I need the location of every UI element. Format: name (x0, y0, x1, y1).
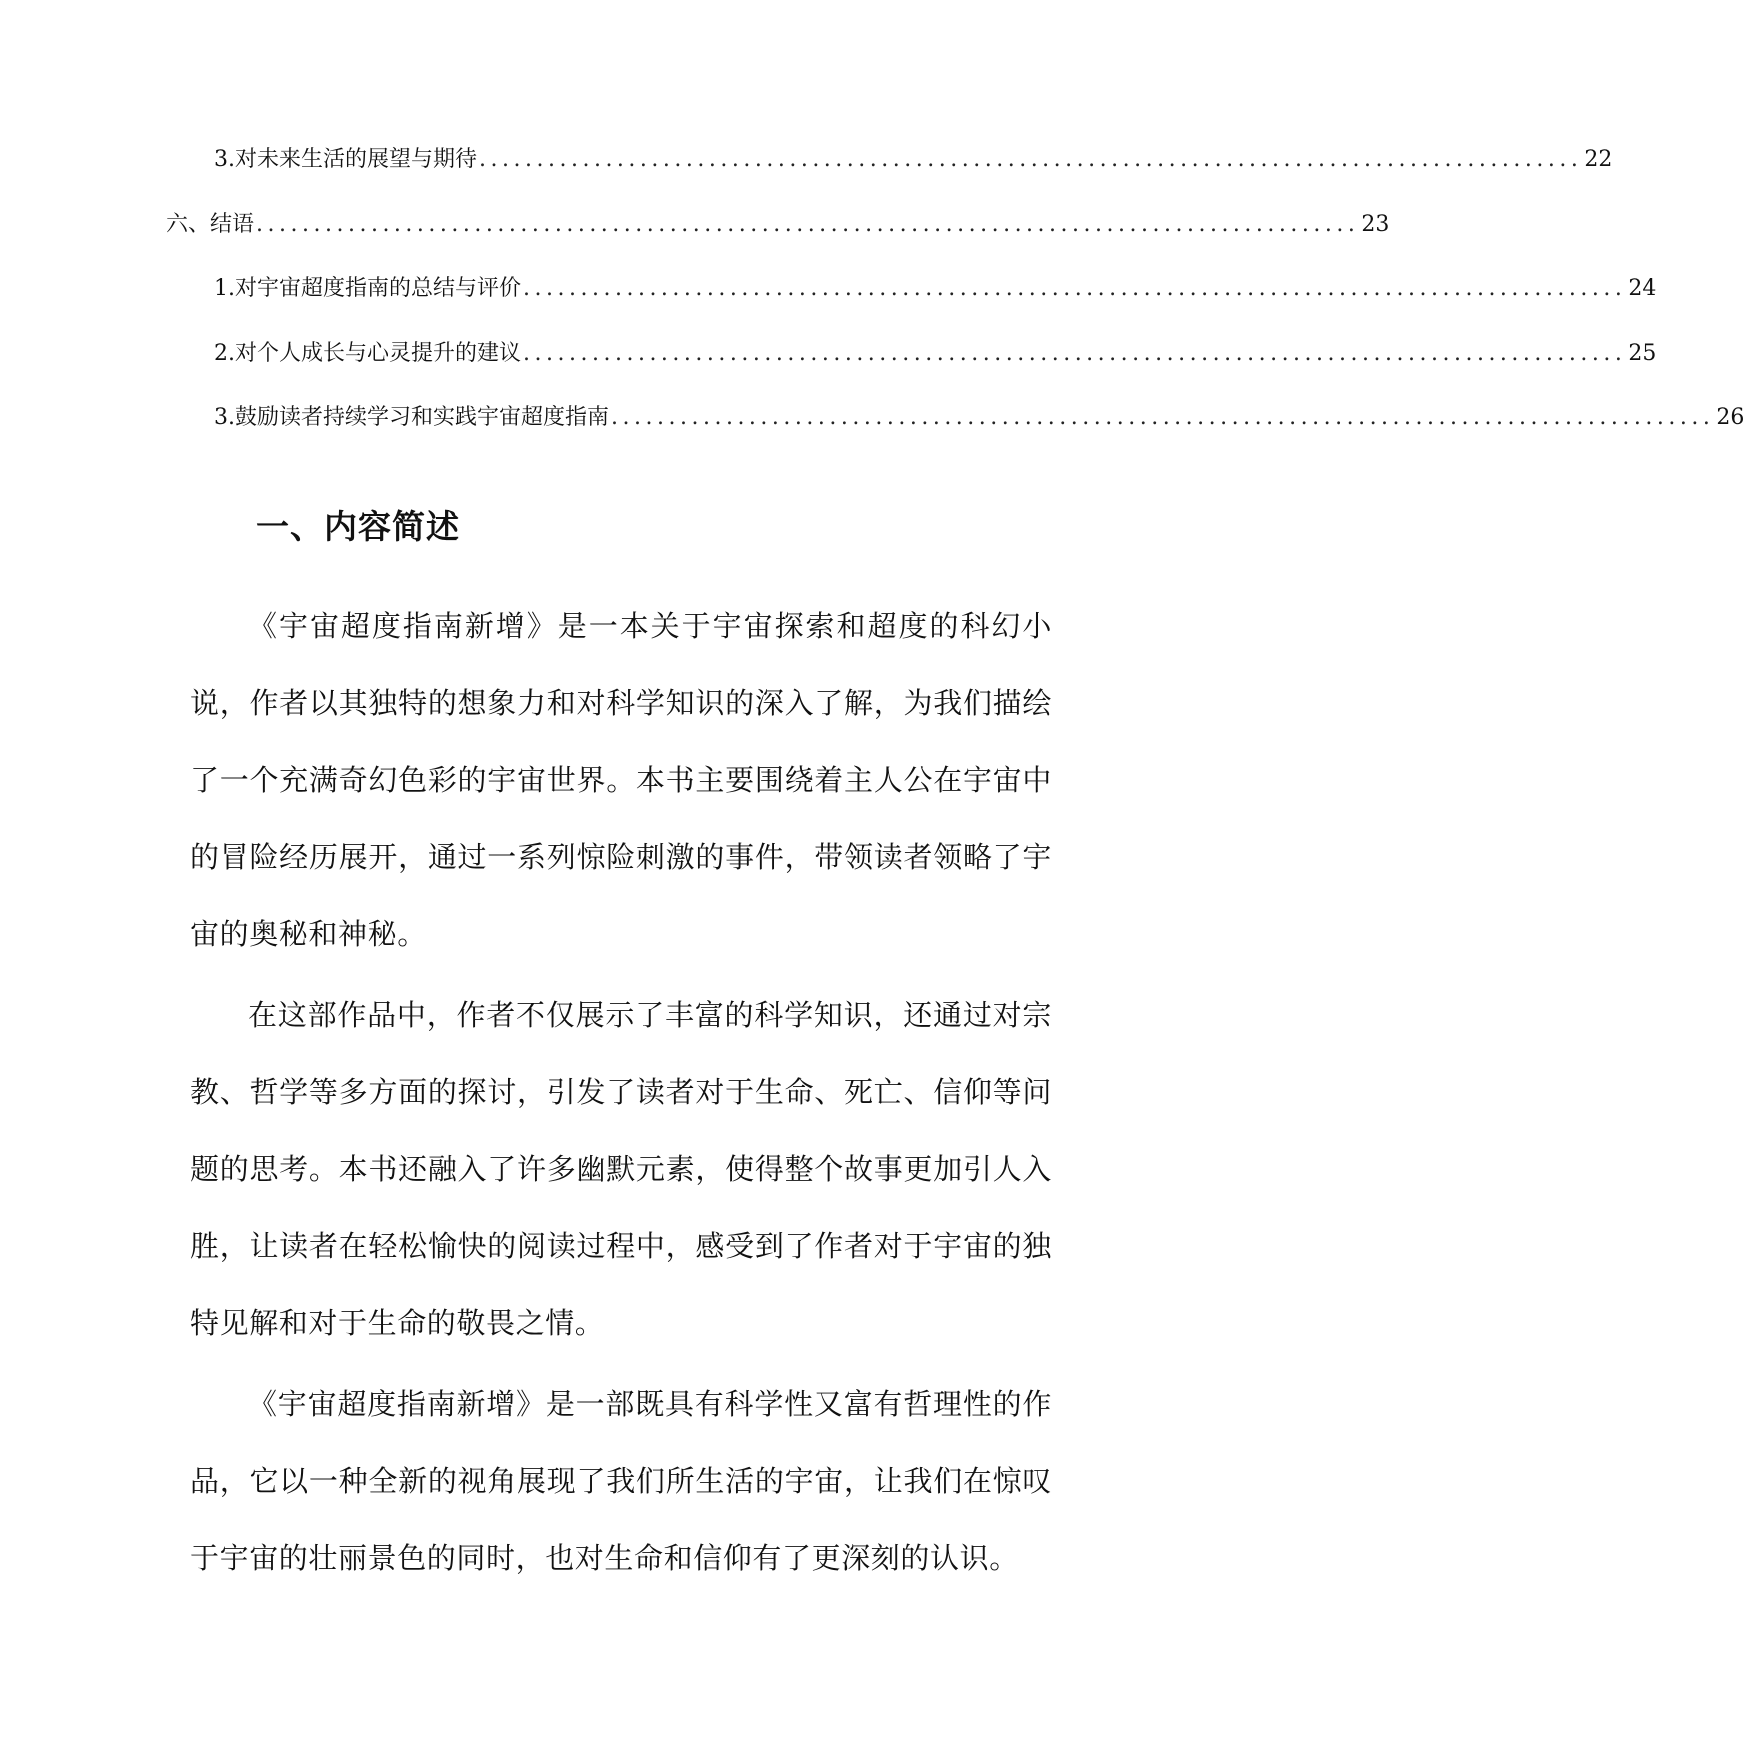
toc-entry[interactable] (190, 339, 1657, 404)
section-body (190, 588, 1052, 1601)
toc-leader-dots: ................................................................................................ (611, 405, 1715, 430)
section-heading: 一、内容简述 (256, 507, 460, 546)
toc-entry-page: 23 (1361, 211, 1390, 237)
toc-entry-title: 对个人成长与心灵提升的建议 (235, 340, 522, 366)
toc-entry-number: 1. (214, 276, 235, 301)
toc-entry-page: 26 (1716, 405, 1744, 430)
body-paragraph: 《宇宙超度指南新增》是一部既具有科学性又富有哲理性的作品，它以一种全新的视角展现了我们所生活的宇宙，让我们在惊叹于宇宙的壮丽景色的同时，也对生命和信仰有了更深刻的认识。 (190, 1387, 1052, 1575)
toc-entry-number: 3. (214, 405, 235, 430)
body-paragraph: 在这部作品中，作者不仅展示了丰富的科学知识，还通过对宗教、哲学等多方面的探讨，引发了读者对于生命、死亡、信仰等问题的思考。本书还融入了许多幽默元素，使得整个故事更加引人入胜，让读者在轻松愉快的阅读过程中，感受到了作者对于宇宙的独特见解和对于生命的敬畏之情。 (190, 998, 1052, 1340)
table-of-contents (166, 145, 1744, 468)
toc-entry-page: 22 (1584, 147, 1613, 172)
toc-entry-title: 对宇宙超度指南的总结与评价 (235, 276, 522, 301)
body-paragraph: 《宇宙超度指南新增》是一本关于宇宙探索和超度的科幻小说，作者以其独特的想象力和对科学知识的深入了解，为我们描绘了一个充满奇幻色彩的宇宙世界。本书主要围绕着主人公在宇宙中的冒险经历展开，通过一系列惊险刺激的事件，带领读者领略了宇宙的奥秘和神秘。 (190, 609, 1052, 951)
toc-entry-title: 六、结语 (166, 211, 255, 237)
toc-entry[interactable] (190, 403, 1744, 468)
toc-entry[interactable] (166, 210, 1390, 275)
toc-leader-dots: ................................................................................................ (256, 211, 1360, 237)
toc-entry-number: 2. (214, 340, 235, 366)
toc-entry-title: 鼓励读者持续学习和实践宇宙超度指南 (235, 405, 610, 430)
toc-entry-page: 24 (1628, 276, 1657, 301)
toc-leader-dots: ................................................................................................ (479, 147, 1583, 172)
toc-entry-number: 3. (214, 147, 235, 172)
toc-entry[interactable] (190, 145, 1613, 210)
toc-leader-dots: ................................................................................................ (523, 276, 1627, 301)
toc-entry-title: 对未来生活的展望与期待 (235, 147, 478, 172)
toc-entry-page: 25 (1628, 340, 1657, 366)
toc-entry[interactable] (190, 274, 1657, 339)
toc-leader-dots: ................................................................................................ (523, 340, 1627, 366)
